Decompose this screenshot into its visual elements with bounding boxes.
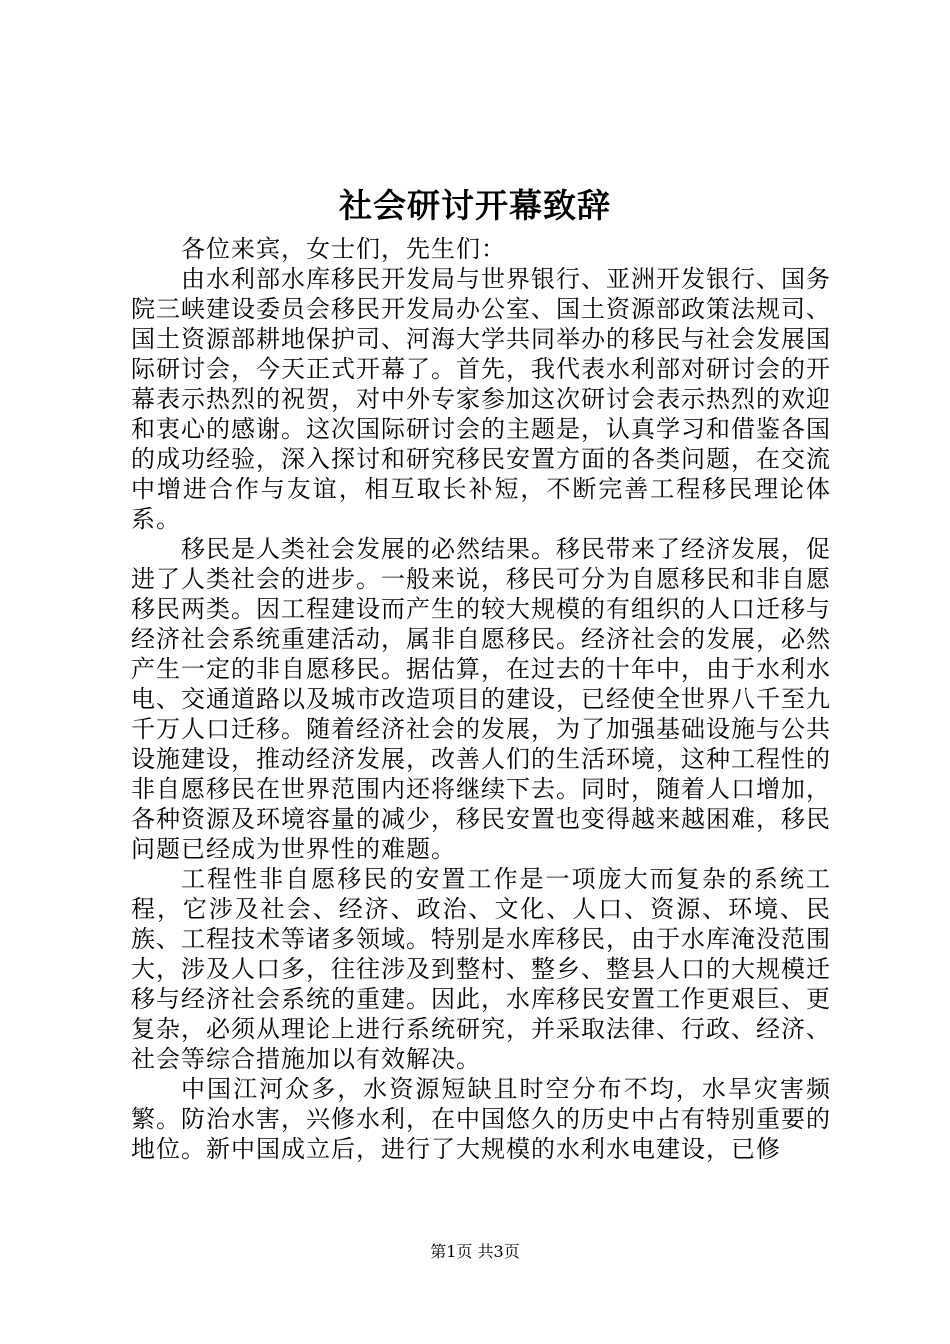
page-title: 社会研讨开幕致辞 [339,186,611,225]
page-number-footer: 第1页 共3页 [430,1242,520,1261]
salutation-paragraph: 各位来宾，女士们，先生们： [181,235,506,263]
body-paragraph: 工程性非自愿移民的安置工作是一项庞大而复杂的系统工程，它涉及社会、经济、政治、文化、人口、资源、环境、民族、工程技术等诸多领域。特别是水库移民，由于水库淹没范围大，涉及人口多，往往涉及到整村、整乡、整县人口的大规模迁移与经济社会系统的重建。因此，水库移民安置工作更艰巨、更复杂，必须从理论上进行系统研究，并采取法律、行政、经济、社会等综合措施加以有效解决。 [131,865,831,1073]
body-paragraph: 由水利部水库移民开发局与世界银行、亚洲开发银行、国务院三峡建设委员会移民开发局办公室、国土资源部政策法规司、国土资源部耕地保护司、河海大学共同举办的移民与社会发展国际研讨会，今天正式开幕了。首先，我代表水利部对研讨会的开幕表示热烈的祝贺，对中外专家参加这次研讨会表示热烈的欢迎和衷心的感谢。这次国际研讨会的主题是，认真学习和借鉴各国的成功经验，深入探讨和研究移民安置方面的各类问题，在交流中增进合作与友谊，相互取长补短，不断完善工程移民理论体系。 [131,265,831,533]
body-paragraph: 中国江河众多，水资源短缺且时空分布不均，水旱灾害频繁。防治水害，兴修水利，在中国悠久的历史中占有特别重要的地位。新中国成立后，进行了大规模的水利水电建设，已修 [131,1075,831,1163]
body-paragraph: 移民是人类社会发展的必然结果。移民带来了经济发展，促进了人类社会的进步。一般来说，移民可分为自愿移民和非自愿移民两类。因工程建设而产生的较大规模的有组织的人口迁移与经济社会系统重建活动，属非自愿移民。经济社会的发展，必然产生一定的非自愿移民。据估算，在过去的十年中，由于水利水电、交通道路以及城市改造项目的建设，已经使全世界八千至九千万人口迁移。随着经济社会的发展，为了加强基础设施与公共设施建设，推动经济发展，改善人们的生活环境，这种工程性的非自愿移民在世界范围内还将继续下去。同时，随着人口增加，各种资源及环境容量的减少，移民安置也变得越来越困难，移民问题已经成为世界性的难题。 [131,535,831,863]
document-body [131,234,831,1164]
